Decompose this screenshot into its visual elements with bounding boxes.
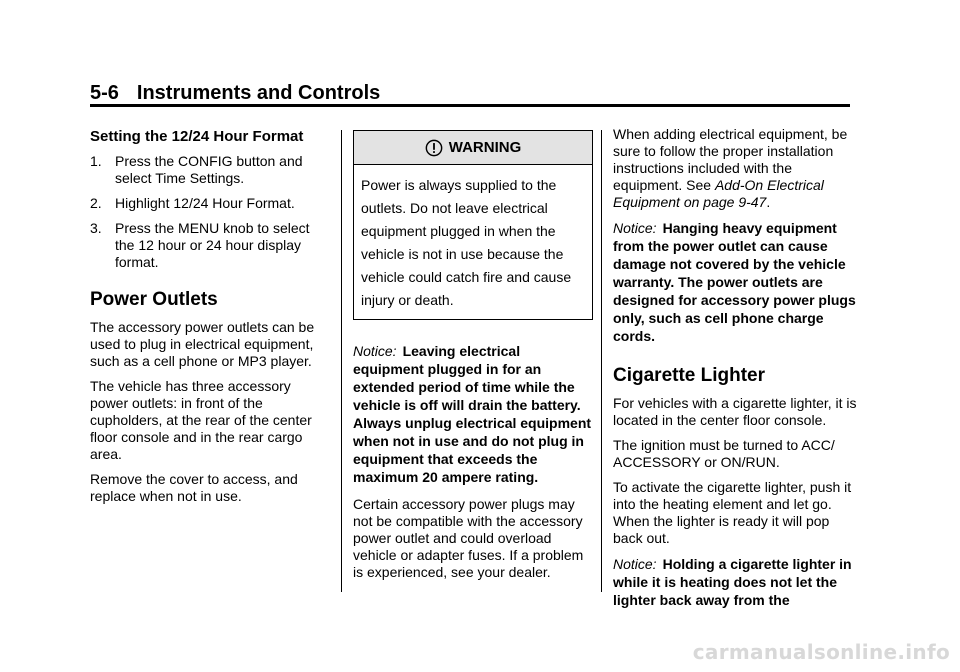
paragraph: The vehicle has three accessory power outlets: in front of the cupholders, at the rear of the center floor console and in the rear cargo area. — [90, 378, 312, 462]
warning-box — [353, 130, 593, 320]
paragraph: The accessory power outlets can be used to plug in electrical equipment, such as a cell phone or MP3 player. — [90, 319, 315, 369]
step-text: Highlight 12/24 Hour Format. — [115, 195, 295, 211]
notice-label: Notice: — [613, 220, 657, 236]
section-heading: Cigarette Lighter — [613, 365, 766, 386]
steps-list — [90, 153, 330, 271]
list-item — [90, 195, 330, 212]
page-header — [90, 81, 850, 105]
paragraph-end: . — [766, 194, 771, 210]
column-3 — [613, 126, 858, 619]
notice-text: Leaving electrical equipment plugged in for an extended period of time while the vehicle is off will drain the battery. Always unplug electrical equipment when not in use and do not plug in equipment that exceeds the maximum 20 ampere rating. — [353, 343, 592, 485]
paragraph: The ignition must be turned to ACC/ ACCESSORY or ON/RUN. — [613, 437, 835, 470]
column-divider — [601, 130, 602, 592]
cross-reference: Add-On Electrical Equipment on page 9-47 — [613, 177, 824, 210]
warning-icon — [425, 139, 443, 157]
paragraph: To activate the cigarette lighter, push it into the heating element and let go. When the lighter is ready it will pop back out. — [613, 479, 852, 546]
paragraph: For vehicles with a cigarette lighter, it is located in the center floor console. — [613, 395, 857, 428]
list-item — [90, 153, 330, 187]
step-text: Press the MENU knob to select the 12 hour or 24 hour display format. — [115, 220, 310, 270]
warning-header — [354, 131, 592, 165]
column-2 — [353, 126, 593, 589]
paragraph — [613, 126, 858, 211]
step-number: 1. — [90, 153, 102, 169]
warning-title: WARNING — [448, 139, 522, 156]
column-divider — [341, 130, 342, 592]
notice-label: Notice: — [353, 343, 397, 359]
notice-text: Holding a cigarette lighter in while it is heating does not let the lighter back away from the — [613, 556, 852, 608]
notice-label: Notice: — [613, 556, 657, 572]
notice — [353, 342, 593, 486]
section-number: 5-6 — [90, 82, 119, 104]
section-heading: Power Outlets — [90, 289, 218, 310]
paragraph: Remove the cover to access, and replace when not in use. — [90, 471, 298, 504]
notice-text: Hanging heavy equipment from the power outlet can cause damage not covered by the vehicle warranty. The power outlets are designed for accessory power plugs only, such as cell phone charge cords. — [613, 220, 856, 344]
paragraph-text: When adding electrical equipment, be sure to follow the proper installation instructions included with the equipment. See — [613, 126, 848, 193]
subsection-heading: Setting the 12/24 Hour Format — [90, 128, 304, 145]
list-item — [90, 220, 330, 271]
chapter-title: Instruments and Controls — [136, 82, 381, 104]
watermark: carmanualsonline.info — [692, 640, 950, 664]
notice — [613, 219, 858, 345]
step-text: Press the CONFIG button and select Time Settings. — [115, 153, 303, 186]
column-1 — [90, 126, 330, 513]
header-rule — [90, 104, 850, 107]
warning-text: Power is always supplied to the outlets. Do not leave electrical equipment plugged in when the vehicle is not in use because the vehicle could catch fire and cause injury or death. — [361, 177, 572, 308]
step-number: 3. — [90, 220, 102, 236]
paragraph: Certain accessory power plugs may not be compatible with the accessory power outlet and could overload vehicle or adapter fuses. If a problem is experienced, see your dealer. — [353, 496, 584, 580]
notice — [613, 555, 858, 609]
step-number: 2. — [90, 195, 102, 211]
